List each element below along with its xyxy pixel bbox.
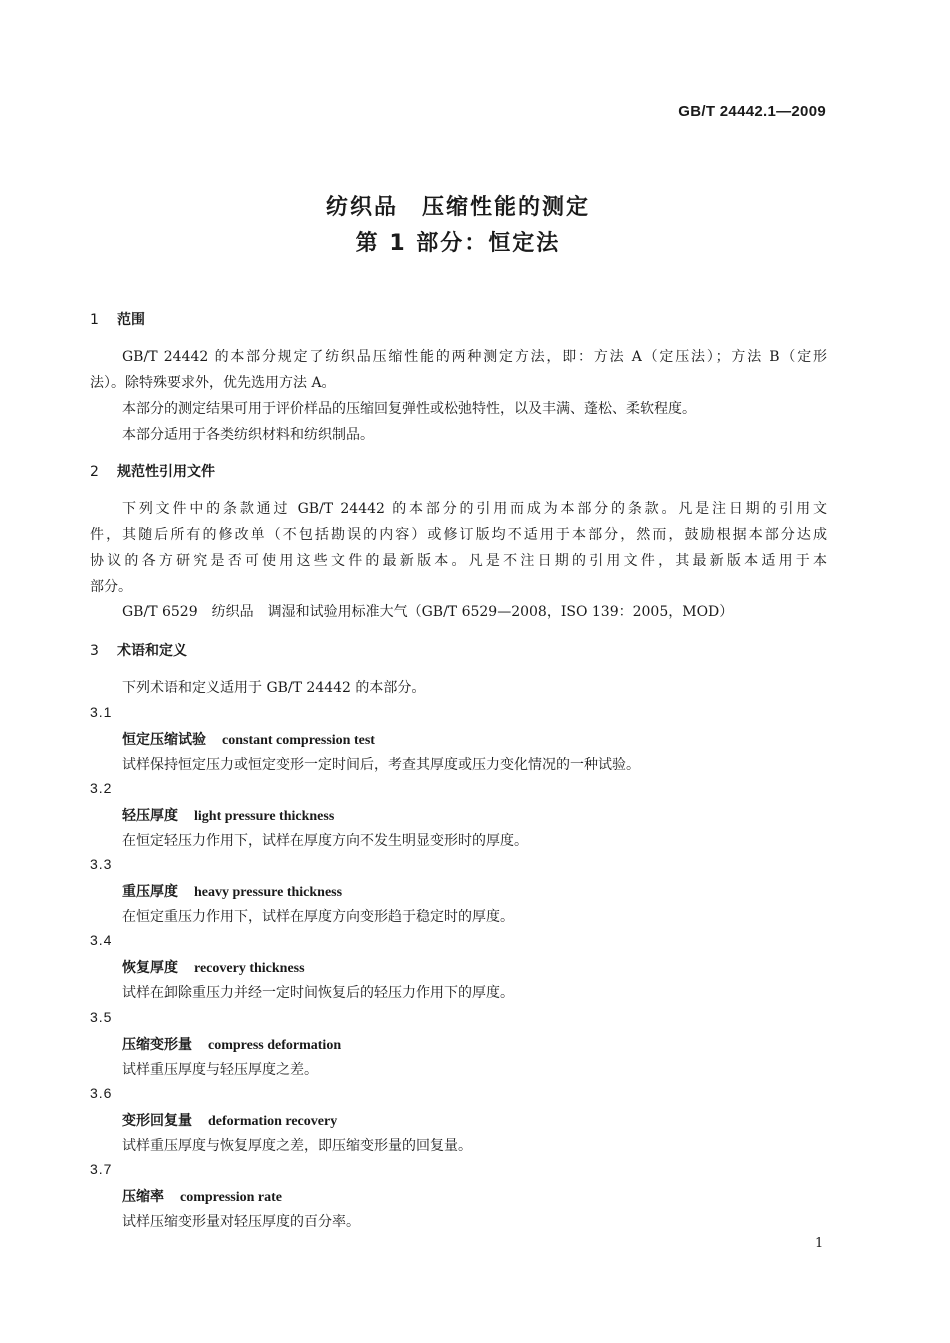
term-number: 3.6	[90, 1085, 113, 1101]
term-en: compression rate	[180, 1190, 282, 1205]
term-en: constant compression test	[222, 733, 375, 748]
term-cn: 重压厚度	[122, 884, 178, 900]
scope-paragraph: 本部分适用于各类纺织材料和纺织制品。	[122, 427, 374, 443]
term-entry	[122, 805, 334, 825]
term-en: light pressure thickness	[194, 809, 335, 824]
term-cn: 轻压厚度	[122, 808, 178, 824]
section-heading-scope	[90, 309, 145, 329]
term-number: 3.7	[90, 1161, 113, 1177]
term-definition: 试样保持恒定压力或恒定变形一定时间后，考查其厚度或压力变化情况的一种试验。	[122, 757, 640, 773]
term-entry	[122, 957, 305, 977]
terms-intro: 下列术语和定义适用于 GB/T 24442 的本部分。	[122, 680, 426, 696]
term-definition: 试样在卸除重压力并经一定时间恢复后的轻压力作用下的厚度。	[122, 985, 514, 1001]
normative-reference: GB/T 6529 纺织品 调湿和试验用标准大气（GB/T 6529—2008，ISO 139：2005，MOD）	[122, 604, 734, 620]
standard-code: GB/T 24442.1—2009	[678, 103, 826, 120]
term-cn: 恢复厚度	[122, 960, 178, 976]
normative-paragraph-line: 下列文件中的条款通过 GB/T 24442 的本部分的引用而成为本部分的条款。凡是注日期的引用文	[122, 501, 827, 517]
document-subtitle: 第 1 部分：恒定法	[355, 231, 561, 256]
term-entry	[122, 1186, 282, 1206]
term-en: deformation recovery	[208, 1114, 338, 1129]
term-cn: 压缩变形量	[122, 1037, 192, 1053]
term-definition: 在恒定轻压力作用下，试样在厚度方向不发生明显变形时的厚度。	[122, 833, 528, 849]
term-definition: 试样重压厚度与轻压厚度之差。	[122, 1062, 318, 1078]
term-number: 3.3	[90, 856, 113, 872]
term-entry	[122, 729, 375, 749]
section-number: 1	[90, 312, 99, 328]
term-cn: 压缩率	[122, 1189, 164, 1205]
section-number: 3	[90, 643, 99, 659]
scope-paragraph: 本部分的测定结果可用于评价样品的压缩回复弹性或松弛特性，以及丰满、蓬松、柔软程度。	[122, 401, 696, 417]
term-en: recovery thickness	[194, 961, 305, 976]
term-en: compress deformation	[208, 1038, 342, 1053]
section-title: 术语和定义	[117, 643, 187, 659]
normative-paragraph-line: 部分。	[90, 579, 132, 595]
term-en: heavy pressure thickness	[194, 885, 343, 900]
normative-paragraph-line: 件，其随后所有的修改单（不包括勘误的内容）或修订版均不适用于本部分，然而，鼓励根据本部分达成	[90, 527, 827, 543]
term-cn: 变形回复量	[122, 1113, 192, 1129]
term-entry	[122, 1110, 337, 1130]
section-heading-normative	[90, 461, 215, 481]
term-number: 3.4	[90, 932, 113, 948]
term-number: 3.2	[90, 780, 113, 796]
normative-paragraph-line: 协议的各方研究是否可使用这些文件的最新版本。凡是不注日期的引用文件，其最新版本适用于本	[90, 553, 827, 569]
scope-paragraph-line: GB/T 24442 的本部分规定了纺织品压缩性能的两种测定方法，即：方法 A（定压法）；方法 B（定形	[122, 349, 827, 365]
section-number: 2	[90, 464, 99, 480]
section-title: 规范性引用文件	[117, 464, 215, 480]
section-heading-terms	[90, 640, 187, 660]
scope-paragraph-line: 法）。除特殊要求外，优先选用方法 A。	[90, 375, 336, 391]
term-definition: 试样压缩变形量对轻压厚度的百分率。	[122, 1214, 360, 1230]
term-entry	[122, 881, 342, 901]
term-definition: 试样重压厚度与恢复厚度之差，即压缩变形量的回复量。	[122, 1138, 472, 1154]
page-number: 1	[815, 1236, 824, 1251]
term-number: 3.1	[90, 704, 113, 720]
term-entry	[122, 1034, 341, 1054]
section-title: 范围	[117, 312, 145, 328]
term-definition: 在恒定重压力作用下，试样在厚度方向变形趋于稳定时的厚度。	[122, 909, 514, 925]
document-title: 纺织品 压缩性能的测定	[325, 195, 590, 220]
term-number: 3.5	[90, 1009, 113, 1025]
term-cn: 恒定压缩试验	[122, 732, 206, 748]
